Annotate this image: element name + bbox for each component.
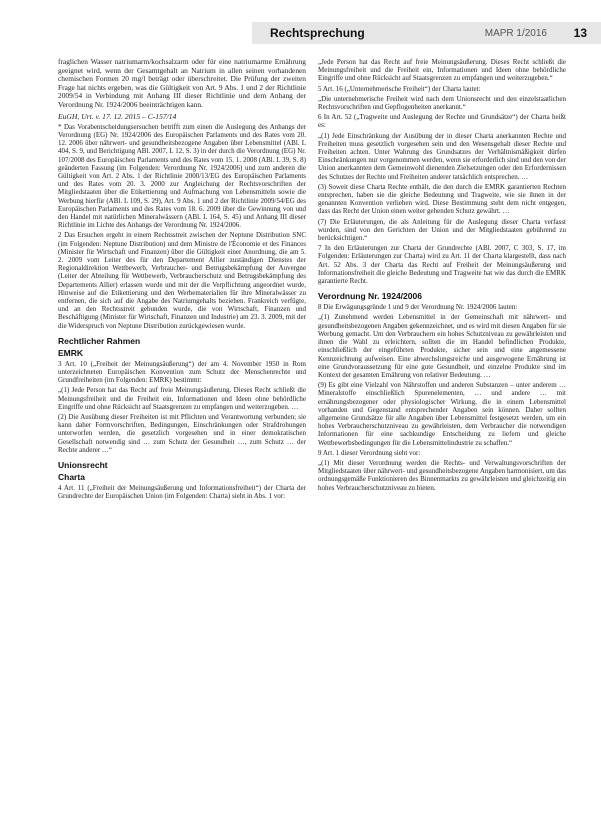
paragraph-1: * Das Vorabentscheidungsersuchen betrifft zum einen die Auslegung des Anhangs der Verordnung (EG) Nr. 1924/2006 des Europäischen Parlaments und des Rates vom 20. 12. 2006 über nährwert- und gesundheitsbezogene Angaben über Lebensmittel (ABl. L 404, S. 9, und Berichtigung ABl. 2007, L 12, S. 3) in der durch die Verordnung (EG) Nr. 107/2008 des Europäischen Parlaments und des Rates vom 15. 1. 2008 (ABl. L 39, S. 8) geänderten Fassung (im Folgenden: Verordnung Nr. 1924/2006) und zum anderen die Gültigkeit von Art. 2 Abs. 1 der Richtlinie 2000/13/EG des Europäischen Parlaments und des Rates vom 20. 3. 2000 zur Angleichung der Rechtsvorschriften der Mitgliedstaaten über die Etikettierung und Aufmachung von Lebensmitteln sowie die Werbung hierfür (ABl. L 109, S. 29), Art. 9 Abs. 1 und 2 der Richtlinie 2009/54/EG des Europäischen Parlaments und des Rates vom 18. 6. 2009 über die Gewinnung von und den Handel mit natürlichen Mineralwässern (ABl. L 164, S. 45) und Anhang III dieser Richtlinie im Lichte des Anhangs der Verordnung Nr. 1924/2006.	[58, 122, 306, 230]
verordnung-quote-2: (9) Es gibt eine Vielzahl von Nährstoffen und anderen Substanzen – unter anderem … Mineralstoffe einschließlich Spurenelementen, … und andere … mit ernährungsbezogener oder physiologischer Wirkung, die in einem Lebensmittel vorhanden und Gegenstand entsprechender Angaben sein können. Daher sollten allgemeine Grundsätze für alle Angaben über Lebensmittel festgesetzt werden, um ein hohes Verbraucherschutzniveau zu gewährleisten, dem Verbraucher die notwendigen Informationen für eine sachkundige Entscheidung zu liefern und gleiche Wettbewerbsbedingungen für die Lebensmittelindustrie zu schaffen.“	[318, 381, 566, 447]
paragraph-8: 8 Die Erwägungsgründe 1 und 9 der Verordnung Nr. 1924/2006 lauten:	[318, 303, 518, 312]
paragraph-6: 6 In Art. 52 („Tragweite und Auslegung der Rechte und Grundsätze“) der Charta heißt es:	[318, 113, 566, 130]
verordnung-section	[318, 303, 566, 491]
charta-quote-4: (3) Soweit diese Charta Rechte enthält, die den durch die EMRK garantierten Rechten entsprechen, haben sie die gleiche Bedeutung und Tragweite, wie sie ihnen in der genannten Konvention verliehen wird. Diese Bestimmung steht dem nicht entgegen, dass das Recht der Union einen weiter gehenden Schutz gewährt. …	[318, 182, 566, 216]
charta-quote-1: „Jede Person hat das Recht auf freie Meinungsäußerung. Dieses Recht schließt die Meinungsfreiheit und die Freiheit ein, Informationen und Ideen ohne behördliche Eingriffe und ohne Rücksicht auf Staatsgrenzen zu empfangen und weiterzugeben.“	[318, 58, 566, 83]
heading-unionsrecht: Unionsrecht	[58, 460, 108, 471]
heading-verordnung: Verordnung Nr. 1924/2006	[318, 291, 422, 302]
verordnung-quote-3: „(1) Mit dieser Verordnung werden die Rechts- und Verwaltungsvorschriften der Mitgliedstaaten über nährwert- und gesundheitsbezogene Angaben harmonisiert, um das ordnungsgemäße Funktionieren des Binnenmarkts zu gewährleisten und gleichzeitig ein hohes Verbraucherschutzniveau zu bieten.	[318, 458, 566, 492]
heading-emrk: EMRK	[58, 347, 84, 358]
charta-quote-5: (7) Die Erläuterungen, die als Anleitung für die Auslegung dieser Charta verfasst wurden, sind von den Gerichten der Union und der Mitgliedstaaten gebührend zu berücksichtigen.“	[318, 217, 566, 243]
heading-charta: Charta	[58, 472, 85, 483]
law-text	[58, 123, 306, 330]
emrk-section	[58, 360, 306, 454]
charta-section	[58, 484, 306, 500]
issue-label: MAPR 1/2016	[484, 27, 547, 39]
page-header	[252, 22, 601, 44]
paragraph-3: 3 Art. 10 („Freiheit der Meinungsäußerung“) der am 4. November 1950 in Rom unterzeichneten Europäischen Konvention zum Schutz der Menschenrechte und Grundfreiheiten (im Folgenden: EMRK) bestimmt:	[58, 359, 306, 385]
left-column	[58, 58, 306, 502]
page-number: 13	[573, 26, 587, 40]
emrk-quote-1: „(1) Jede Person hat das Recht auf freie Meinungsäußerung. Dieses Recht schließt die Meinungsfreiheit und die Freiheit ein, Informationen und Ideen ohne behördliche Eingriffe und ohne Rücksicht auf Staatsgrenzen zu empfangen und weiterzugeben. …	[58, 386, 306, 411]
charta-quote-2: „Die unternehmerische Freiheit wird nach dem Unionsrecht und den einzelstaatlichen Rechtsvorschriften und Gepflogenheiten anerkannt.“	[318, 94, 566, 112]
section-title: Rechtsprechung	[270, 26, 365, 40]
verordnung-quote-1: „(1) Zunehmend werden Lebensmittel in der Gemeinschaft mit nährwert- und gesundheitsbezogenen Angaben gekennzeichnet, und es wird mit diesen Angaben für sie Werbung gemacht. Um den Verbrauchern ein hohes Schutzniveau zu gewährleisten und ihnen die Wahl zu erleichtern, sollten die im Handel befindlichen Produkte, einschließlich der eingeführten Produkte, sicher sein und eine angemessene Kennzeichnung aufweisen. Eine abwechslungsreiche und ausgewogene Ernährung ist eine Grundvoraussetzung für eine gute Gesundheit, und einzelne Produkte sind im Kontext der gesamten Ernährung von relativer Bedeutung. …	[318, 313, 566, 379]
paragraph-5: 5 Art. 16 („Unternehmerische Freiheit“) der Charta lautet:	[318, 84, 481, 93]
paragraph-2: 2 Das Ersuchen ergeht in einem Rechtsstreit zwischen der Neptune Distribution SNC (im Folgenden: Neptune Distribution) und dem Ministre de l'Économie et des Finances (Minister für Wirtschaft und Finanzen) über die Gültigkeit einer Anordnung, die am 5. 2. 2009 vom Leiter des für den Departement Allier zuständigen Dienstes der Regionaldirektion Wettbewerb, Verbraucher- und Betrugsbekämpfung der Auvergne (Leiter der Abteilung für Wettbewerb, Verbraucherschutz und Betrugsbekämpfung des Departements Allier) erlassen wurde und mit der die Verpflichtung angeordnet wurde, Hinweise auf die Etikettierung und den Werbematerialien für ihre Mineralwässer zu entfernen, die sich auf die Angabe des Natriumgehalts beziehen. Frankreich verfügte, und an den Rechtsstreit gebunden wurde, die von Wirtschaft, Finanzen und Beschäftigung (Minister für Wirtschaft, Finanzen und Industrie) am 23. 3. 2009, mit der die Widerspruch von Neptune Distribution zurückgewiesen wurde.	[58, 231, 306, 330]
paragraph-9: 9 Art. 1 dieser Verordnung sieht vor:	[318, 448, 421, 457]
case-citation: EuGH, Urt. v. 17. 12. 2015 – C-157/14	[58, 111, 177, 121]
right-column	[318, 58, 566, 494]
intro-paragraph: fraglichen Wasser natriumarm/kochsalzarm oder für eine natriumarme Ernährung geeignet wird, wenn der Gesamtgehalt an Natrium in allen seinen vorhandenen chemischen Formen 20 mg/l beträgt oder überschreitet. Die Prüfung der zweiten Frage hat nichts ergeben, was die Gültigkeit von Art. 9 Abs. 1 und 2 der Richtlinie 2009/54 in Verbindung mit Anhang III dieser Richtlinie und dem Anhang der Verordnung Nr. 1924/2006 beeinträchtigen kann.	[58, 57, 306, 109]
paragraph-7: 7 In den Erläuterungen zur Charta der Grundrechte (ABl. 2007, C 303, S. 17, im Folgenden: Erläuterungen zur Charta) wird zu Art. 11 der Charta klargestellt, dass nach Art. 52 Abs. 3 der Charta das Recht auf Freiheit der Meinungsäußerung und Informationsfreiheit die gleiche Bedeutung und Tragweite hat wie das durch die EMRK garantierte Recht.	[318, 244, 566, 286]
emrk-quote-2: (2) Die Ausübung dieser Freiheiten ist mit Pflichten und Verantwortung verbunden; sie kann daher Formvorschriften, Bedingungen, Einschränkungen oder Strafdrohungen unterworfen werden, die gesetzlich vorgesehen und in einer demokratischen Gesellschaft notwendig sind … zum Schutz der Gesundheit …, zum Schutz … der Rechte anderer …“	[58, 413, 306, 454]
paragraph-4: 4 Art. 11 („Freiheit der Meinungsäußerung und Informationsfreiheit“) der Charta der Grundrechte der Europäischen Union (im Folgenden: Charta) sieht in Abs. 1 vor:	[58, 484, 306, 501]
heading-rechtlicher-rahmen: Rechtlicher Rahmen	[58, 335, 141, 346]
right-law-text	[318, 58, 566, 285]
charta-quote-3: „(1) Jede Einschränkung der Ausübung der in dieser Charta anerkannten Rechte und Freiheiten muss gesetzlich vorgesehen sein und den Wesensgehalt dieser Rechte und Freiheiten achten. Unter Wahrung des Grundsatzes der Verhältnismäßigkeit dürfen Einschränkungen nur vorgenommen werden, wenn sie erforderlich sind und den von der Union anerkannten dem Gemeinwohl dienenden Zielsetzungen oder den Erfordernissen des Schutzes der Rechte und Freiheiten anderer tatsächlich entsprechen. …	[318, 131, 566, 181]
